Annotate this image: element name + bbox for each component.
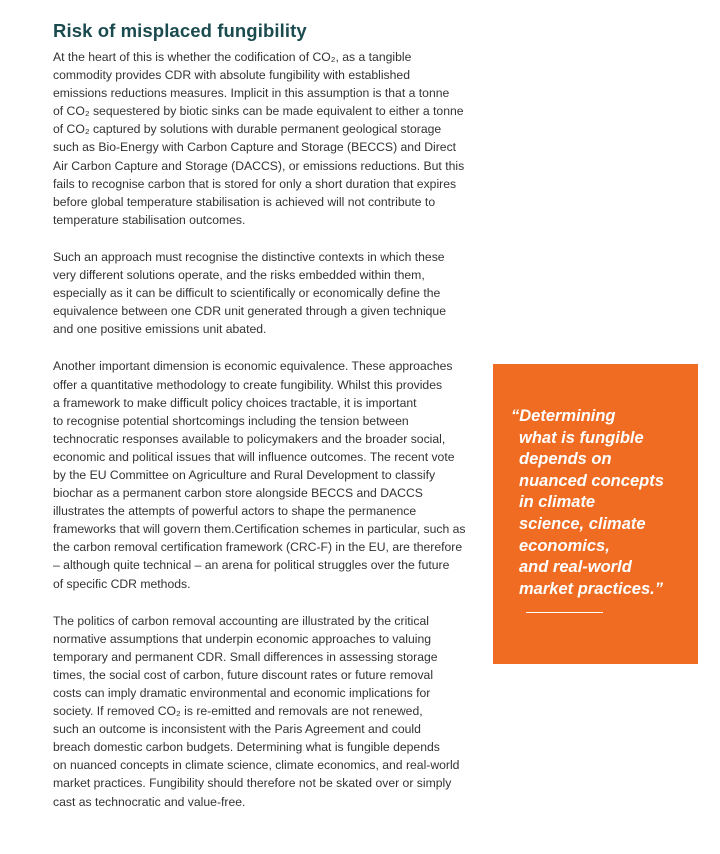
text-line: equivalence between one CDR unit generated through a given technique (53, 304, 446, 319)
text-line: such as Bio-Energy with Carbon Capture and Storage (BECCS) and Direct (53, 140, 457, 155)
text-line: of CO₂ captured by solutions with durable permanent geological storage (53, 122, 442, 137)
pull-quote-line: in climate (519, 493, 596, 512)
pull-quote-line: “Determining (511, 407, 616, 425)
text-line: breach domestic carbon budgets. Determining what is fungible depends (53, 740, 440, 755)
pull-quote-line: market practices.” (519, 579, 663, 598)
pull-quote-box (493, 364, 698, 664)
pull-quote-line: what is fungible (519, 428, 644, 447)
text-line: The politics of carbon removal accounting are illustrated by the critical (53, 613, 429, 628)
text-line: commodity provides CDR with absolute fungibility with established (53, 68, 410, 83)
pull-quote-underline (526, 612, 603, 613)
text-line: society. If removed CO₂ is re-emitted and removals are not renewed, (53, 704, 423, 719)
pull-quote-text (511, 406, 664, 600)
text-line: such an outcome is inconsistent with the Paris Agreement and could (53, 722, 421, 737)
text-line: especially as it can be difficult to scientifically or economically define the (53, 286, 441, 301)
text-line: temperature stabilisation outcomes. (53, 212, 246, 227)
text-line: technocratic responses available to policymakers and the broader social, (53, 431, 446, 446)
pull-quote-line: depends on (519, 450, 612, 469)
text-line: – although quite technical – an arena for political struggles over the future (53, 558, 450, 573)
text-line: very different solutions operate, and the risks embedded within them, (53, 268, 425, 283)
paragraph-2 (53, 248, 483, 338)
text-line: of specific CDR methods. (53, 576, 191, 591)
text-line: fails to recognise carbon that is stored for only a short duration that expires (53, 176, 457, 191)
text-line: Another important dimension is economic equivalence. These approaches (53, 359, 453, 374)
text-line: At the heart of this is whether the codification of CO₂, as a tangible (53, 50, 412, 64)
text-line: temporary and permanent CDR. Small differences in assessing storage (53, 649, 438, 664)
text-line: by the EU Committee on Agriculture and Rural Development to classify (53, 467, 436, 482)
text-line: costs can imply dramatic environmental and economic implications for (53, 686, 431, 700)
text-line: before global temperature stabilisation is achieved will not contribute to (53, 194, 436, 209)
pull-quote-line: economics, (519, 536, 610, 555)
paragraph-1 (53, 48, 483, 229)
text-line: of CO₂ sequestered by biotic sinks can be made equivalent to either a tonne (53, 104, 464, 119)
text-line: Such an approach must recognise the distinctive contexts in which these (53, 249, 445, 264)
text-line: biochar as a permanent carbon store alongside BECCS and DACCS (53, 486, 423, 501)
text-line: economic and political issues that will influence outcomes. The recent vote (53, 449, 455, 464)
pull-quote-line: science, climate (519, 514, 646, 533)
page-title: Risk of misplaced fungibility (53, 20, 307, 41)
pull-quote-line: nuanced concepts (519, 471, 664, 490)
text-line: to recognise potential shortcomings including the tension between (53, 413, 409, 428)
body-text (53, 48, 483, 830)
text-line: illustrates the attempts of powerful actors to shape the permanence (53, 504, 417, 519)
text-line: emissions reductions measures. Implicit in this assumption is that a tonne (53, 86, 450, 101)
paragraph-4 (53, 612, 483, 811)
text-line: offer a quantitative methodology to create fungibility. Whilst this provides (53, 377, 443, 392)
text-line: a framework to make difficult policy choices tractable, it is important (53, 395, 417, 410)
text-line: normative assumptions that underpin economic approaches to valuing (53, 631, 432, 646)
paragraph-3 (53, 357, 483, 592)
text-line: the carbon removal certification framework (CRC-F) in the EU, are therefore (53, 540, 463, 555)
text-line: times, the social cost of carbon, future discount rates or future removal (53, 667, 434, 682)
text-line: market practices. Fungibility should therefore not be skated over or simply (53, 776, 452, 791)
pull-quote-line: and real-world (519, 558, 632, 577)
text-line: cast as technocratic and value-free. (53, 794, 246, 809)
text-line: frameworks that will govern them.Certification schemes in particular, such as (53, 522, 466, 537)
text-line: Air Carbon Capture and Storage (DACCS), or emissions reductions. But this (53, 158, 465, 173)
text-line: on nuanced concepts in climate science, climate economics, and real-world (53, 758, 460, 773)
text-line: and one positive emissions unit abated. (53, 322, 267, 337)
